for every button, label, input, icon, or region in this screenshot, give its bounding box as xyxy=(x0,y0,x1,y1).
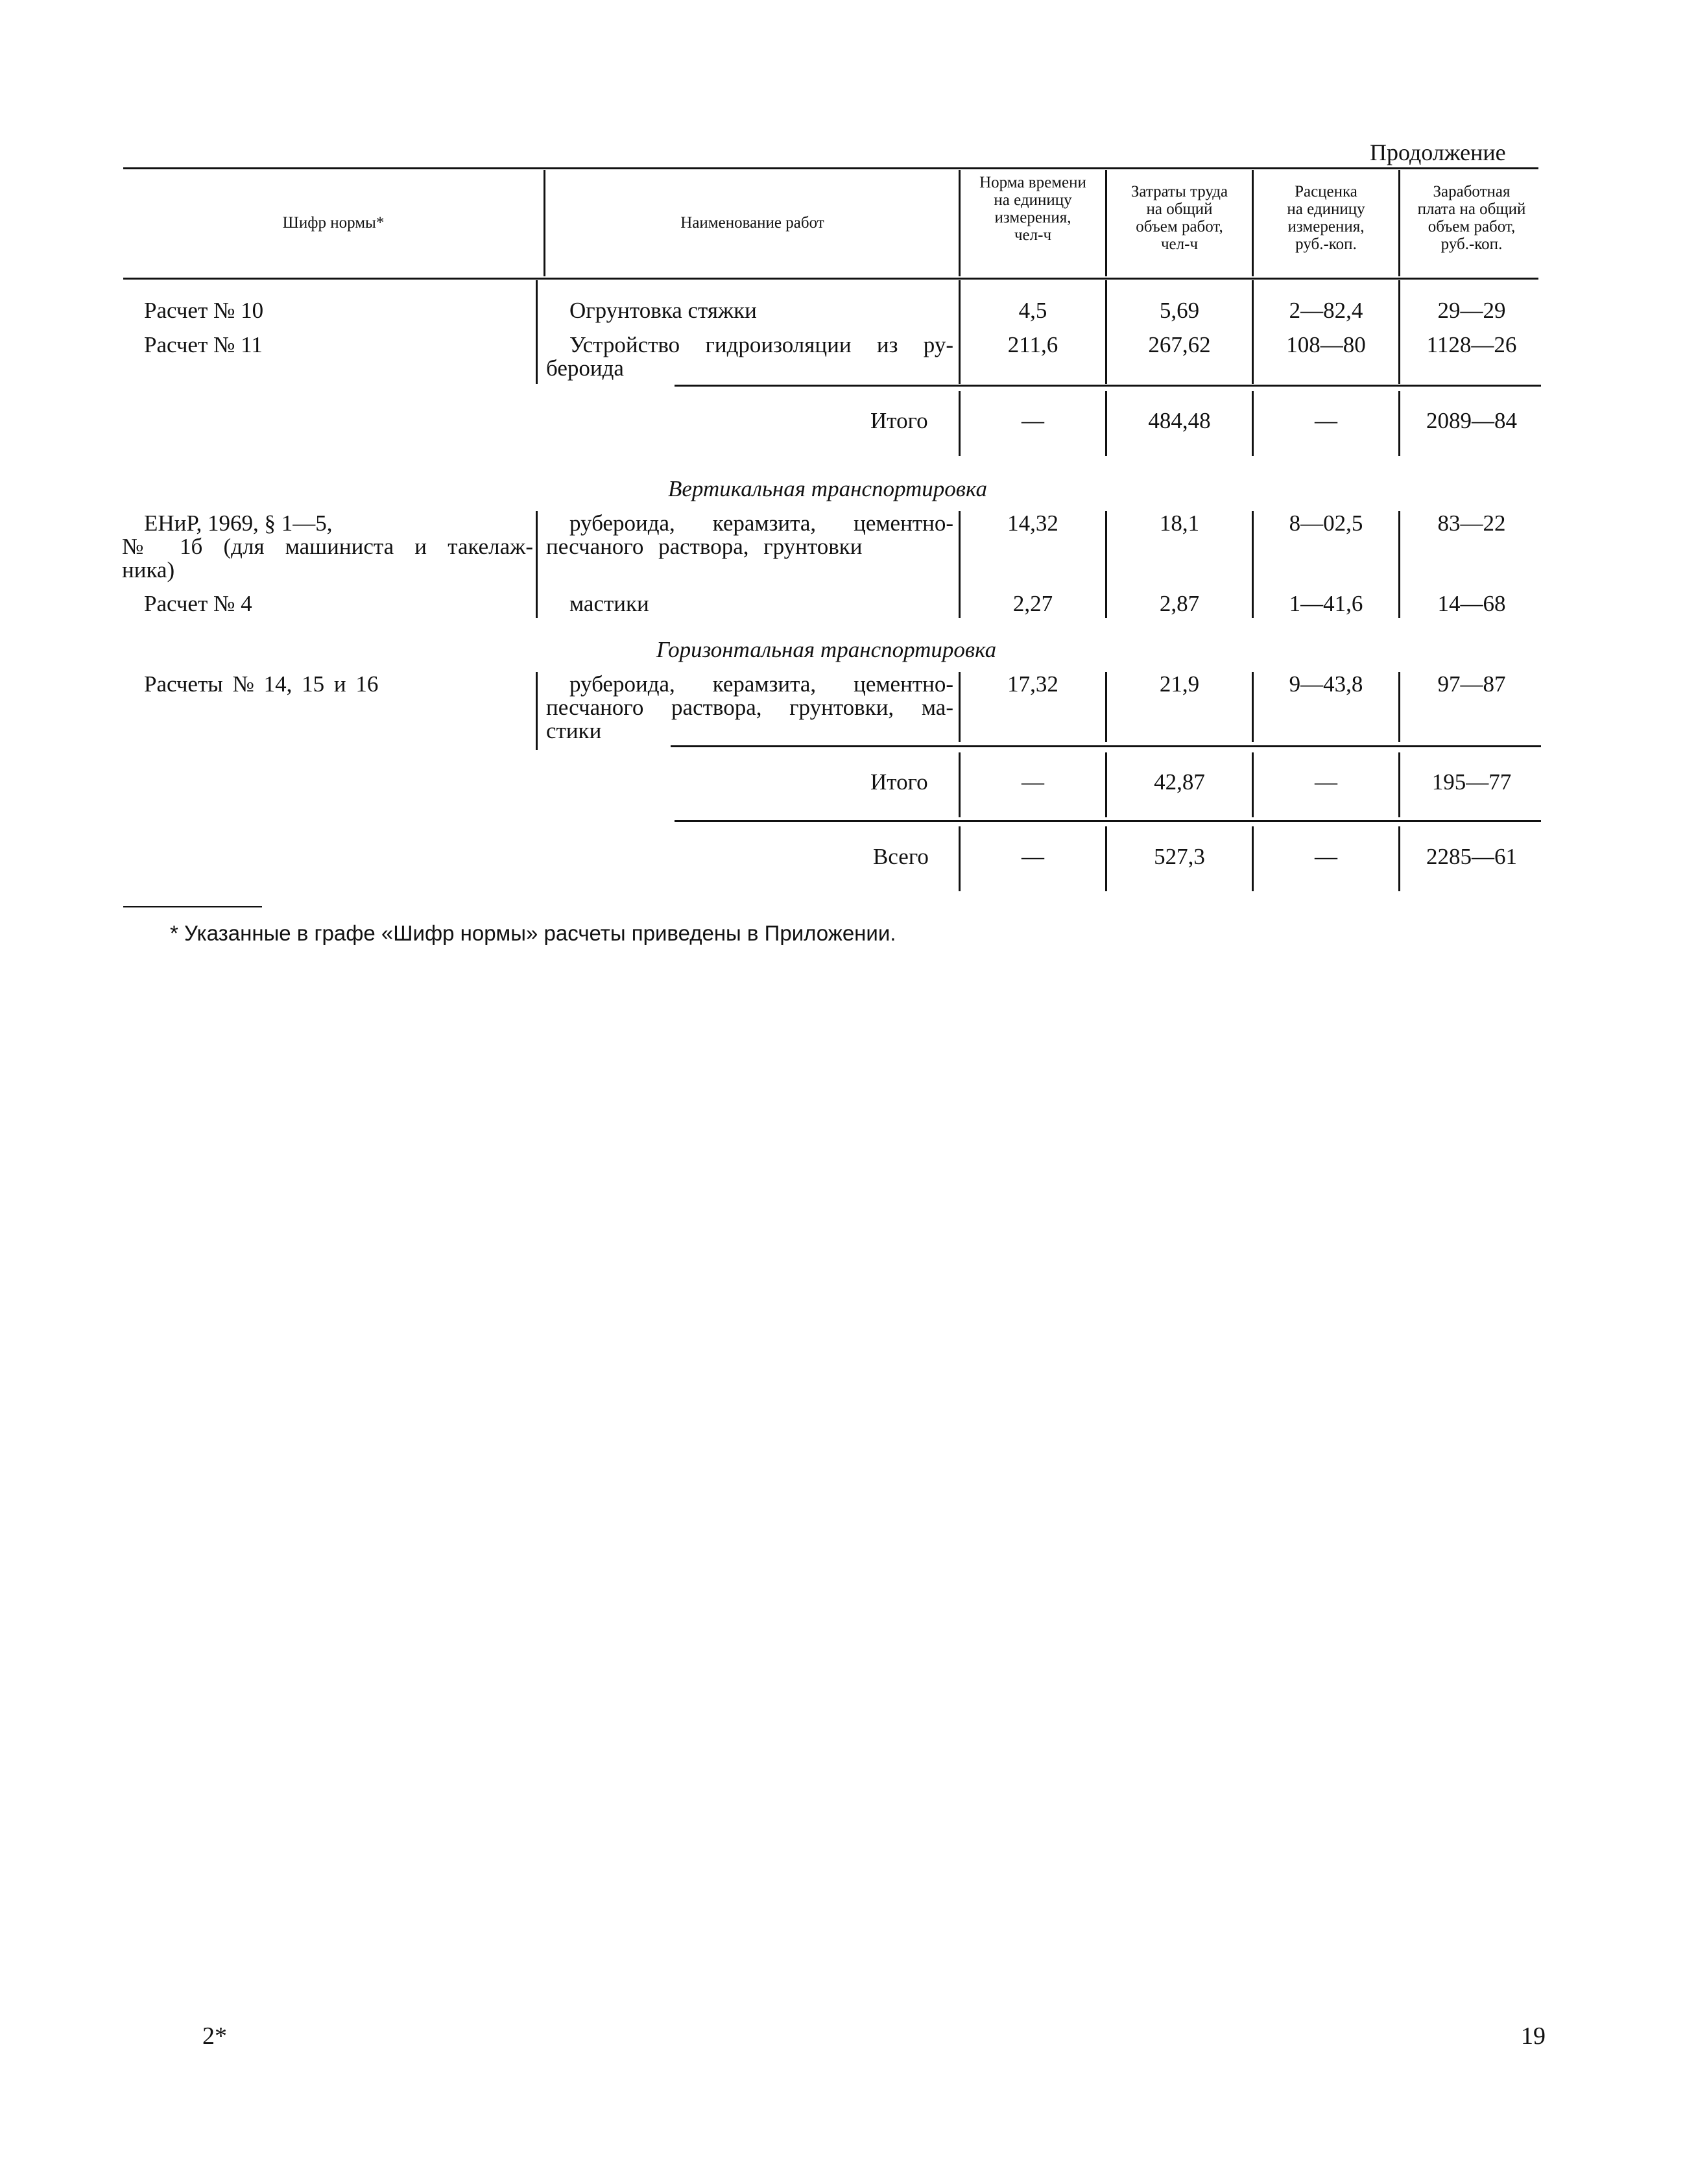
row-labor: 267,62 xyxy=(1148,332,1211,357)
row-norm: — xyxy=(1022,769,1044,795)
row-labor: 42,87 xyxy=(1154,769,1205,795)
header-code: Шифр нормы* xyxy=(282,214,385,232)
row-name: мастики xyxy=(569,591,649,616)
row-norm: 2,27 xyxy=(1012,591,1053,616)
row-wage: 2285—61 xyxy=(1426,844,1517,869)
header-labor: Затраты труда на общий объем работ, чел-ч xyxy=(1130,183,1228,253)
row-norm: — xyxy=(1022,844,1044,869)
row-wage: 195—77 xyxy=(1431,769,1512,795)
row-code-line-1: ЕНиР, 1969, § 1—5, xyxy=(144,510,333,536)
row-rate: 2—82,4 xyxy=(1289,298,1363,323)
row-name-line-1: рубероида, керамзита, цементно- xyxy=(569,510,953,536)
header-norm: Норма времени на единицу измерения, чел-ч xyxy=(979,174,1086,244)
grand-total-rule xyxy=(675,820,1541,822)
body3-name-sep xyxy=(536,672,538,750)
row-wage: 1128—26 xyxy=(1426,332,1517,357)
row-norm: — xyxy=(1022,408,1044,433)
subtotal-label: Итого xyxy=(870,769,928,795)
body1-sep-4 xyxy=(1252,280,1254,384)
row-wage: 83—22 xyxy=(1437,510,1506,536)
row-wage: 14—68 xyxy=(1437,591,1506,616)
body1-sep-3 xyxy=(1105,280,1107,384)
body2-name-sep xyxy=(536,511,538,618)
row-wage: 2089—84 xyxy=(1426,408,1517,433)
header-bottom-rule xyxy=(123,278,1538,280)
subtotal-rule xyxy=(671,745,1541,747)
row-rate: 8—02,5 xyxy=(1289,510,1363,536)
footnote-rule xyxy=(123,906,262,907)
subtotal-rule xyxy=(675,385,1541,387)
row-code: Расчет № 11 xyxy=(144,332,263,357)
header-rate: Расценка на единицу измерения, руб.-коп. xyxy=(1287,183,1365,253)
row-rate: — xyxy=(1315,408,1337,433)
row-code-line-3: ника) xyxy=(122,557,175,582)
body1-sep-5 xyxy=(1398,280,1400,384)
row-norm: 14,32 xyxy=(1007,510,1058,536)
row-code: Расчеты № 14, 15 и 16 xyxy=(144,671,379,697)
row-norm: 211,6 xyxy=(1007,332,1058,357)
continuation-label: Продолжение xyxy=(1370,139,1506,165)
header-top-rule xyxy=(123,167,1538,169)
row-rate: 1—41,6 xyxy=(1289,591,1363,616)
body1-sep-2 xyxy=(959,280,961,384)
row-labor: 2,87 xyxy=(1159,591,1200,616)
row-name-line-2: бероида xyxy=(546,355,624,381)
row-name-line-2: песчаного раствора, грунтовки xyxy=(546,534,863,559)
footnote: * Указанные в графе «Шифр нормы» расчеты приведены в Приложении. xyxy=(170,921,896,945)
row-name-line-2: песчаного раствора, грунтовки, ма- xyxy=(546,695,953,720)
row-rate: — xyxy=(1315,844,1337,869)
row-code: Расчет № 10 xyxy=(144,298,264,323)
body1-name-sep xyxy=(536,280,538,384)
row-labor: 484,48 xyxy=(1148,408,1211,433)
row-labor: 5,69 xyxy=(1159,298,1200,323)
section-heading: Вертикальная транспортировка xyxy=(668,476,987,501)
row-rate: 108—80 xyxy=(1286,332,1366,357)
row-code-line-2: № 1б (для машиниста и такелаж- xyxy=(122,534,533,559)
row-code: Расчет № 4 xyxy=(144,591,252,616)
page-number: 19 xyxy=(1521,2022,1546,2050)
row-name-line-1: Устройство гидроизоляции из ру- xyxy=(569,332,953,357)
header-sep-1 xyxy=(544,170,545,276)
row-name-line-1: рубероида, керамзита, цементно- xyxy=(569,671,953,697)
header-wage: Заработная плата на общий объем работ, руб.-коп. xyxy=(1417,183,1526,253)
row-wage: 97—87 xyxy=(1437,671,1506,697)
section-heading: Горизонтальная транспортировка xyxy=(656,637,997,662)
row-name: Огрунтовка стяжки xyxy=(569,298,757,323)
grand-total-label: Всего xyxy=(873,844,929,869)
row-norm: 4,5 xyxy=(1018,298,1047,323)
row-rate: — xyxy=(1315,769,1337,795)
page-signature: 2* xyxy=(202,2022,227,2050)
row-labor: 18,1 xyxy=(1159,510,1200,536)
subtotal-label: Итого xyxy=(870,408,928,433)
row-labor: 527,3 xyxy=(1154,844,1205,869)
row-norm: 17,32 xyxy=(1007,671,1058,697)
header-name: Наименование работ xyxy=(680,214,824,232)
row-labor: 21,9 xyxy=(1159,671,1200,697)
row-wage: 29—29 xyxy=(1437,298,1506,323)
row-name-line-3: стики xyxy=(546,718,602,743)
row-rate: 9—43,8 xyxy=(1289,671,1363,697)
